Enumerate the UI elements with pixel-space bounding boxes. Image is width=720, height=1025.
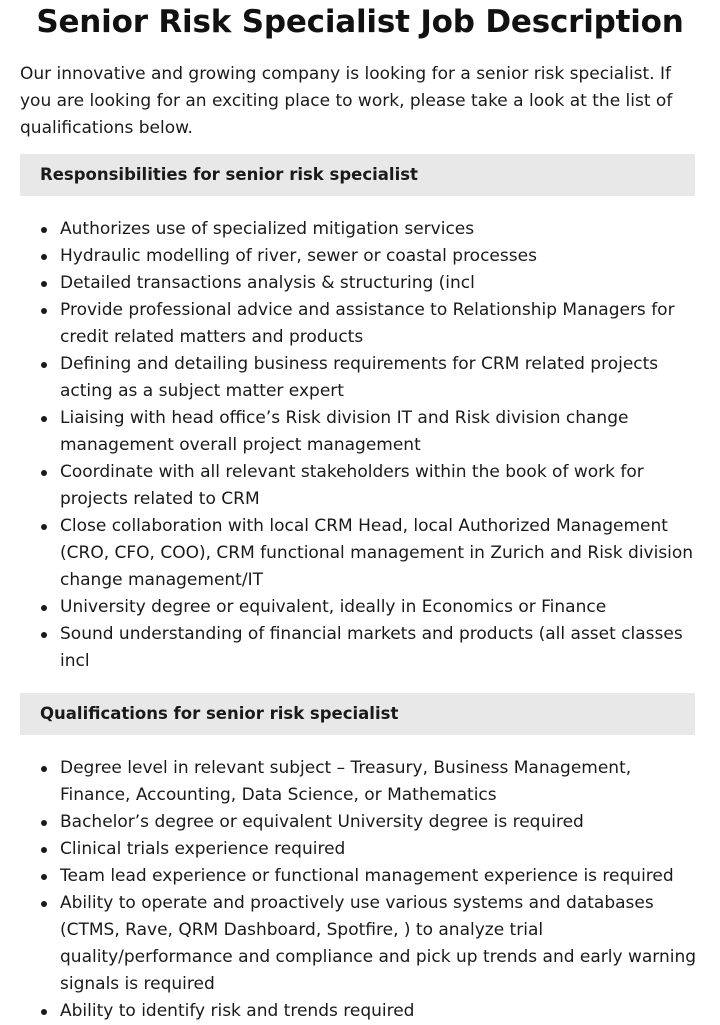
qualifications-heading: Qualifications for senior risk specialist <box>20 693 695 735</box>
list-item <box>60 621 700 675</box>
list-item <box>60 270 700 297</box>
intro-paragraph: Our innovative and growing company is looking for a senior risk specialist. If you are looking for an exciting place to work, please take a look at the list of qualifications below. <box>20 64 673 138</box>
bullet-icon <box>41 470 47 476</box>
list-item <box>60 890 700 998</box>
bullet-icon <box>41 901 47 907</box>
list-item-text: Hydraulic modelling of river, sewer or coastal processes <box>60 246 537 266</box>
list-item-text: Detailed transactions analysis & structuring (incl <box>60 273 475 293</box>
bullet-icon <box>41 524 47 530</box>
bullet-icon <box>41 362 47 368</box>
bullet-icon <box>41 254 47 260</box>
list-item <box>60 755 700 809</box>
list-item <box>60 243 700 270</box>
bullet-icon <box>41 632 47 638</box>
list-item-text: Team lead experience or functional management experience is required <box>60 866 674 886</box>
bullet-icon <box>41 847 47 853</box>
list-item <box>60 216 700 243</box>
bullet-icon <box>41 874 47 880</box>
bullet-icon <box>41 766 47 772</box>
bullet-icon <box>41 227 47 233</box>
bullet-icon <box>41 1009 47 1015</box>
list-item <box>60 594 700 621</box>
list-item-text: Ability to operate and proactively use various systems and databases (CTMS, Rave, QRM Dashboard, Spotfire, ) to analyze trial quality/performance and compliance and pick up trends and early warning signals is required <box>60 893 697 994</box>
list-item <box>60 297 700 351</box>
list-item-text: Authorizes use of specialized mitigation services <box>60 219 475 239</box>
list-item-text: Close collaboration with local CRM Head, local Authorized Management (CRO, CFO, COO), CRM functional management in Zurich and Risk division change management/IT <box>60 516 694 590</box>
responsibilities-list <box>0 216 700 675</box>
list-item <box>60 459 700 513</box>
list-item-text: Bachelor’s degree or equivalent University degree is required <box>60 812 584 832</box>
list-item-text: Degree level in relevant subject – Treasury, Business Management, Finance, Accounting, Data Science, or Mathematics <box>60 758 632 805</box>
responsibilities-heading: Responsibilities for senior risk specialist <box>20 154 695 196</box>
list-item <box>60 998 700 1025</box>
qualifications-list <box>0 755 700 1025</box>
list-item-text: Coordinate with all relevant stakeholders within the book of work for projects related to CRM <box>60 462 644 509</box>
list-item <box>60 809 700 836</box>
list-item-text: University degree or equivalent, ideally in Economics or Finance <box>60 597 607 617</box>
page-title: Senior Risk Specialist Job Description <box>36 4 684 40</box>
list-item <box>60 836 700 863</box>
list-item <box>60 405 700 459</box>
list-item-text: Clinical trials experience required <box>60 839 346 859</box>
list-item <box>60 863 700 890</box>
list-item-text: Liaising with head office’s Risk division IT and Risk division change management overall project management <box>60 408 629 455</box>
list-item <box>60 351 700 405</box>
bullet-icon <box>41 605 47 611</box>
bullet-icon <box>41 416 47 422</box>
bullet-icon <box>41 308 47 314</box>
bullet-icon <box>41 281 47 287</box>
list-item-text: Defining and detailing business requirements for CRM related projects acting as a subject matter expert <box>60 354 659 401</box>
list-item-text: Provide professional advice and assistance to Relationship Managers for credit related matters and products <box>60 300 675 347</box>
list-item <box>60 513 700 594</box>
bullet-icon <box>41 820 47 826</box>
list-item-text: Sound understanding of financial markets and products (all asset classes incl <box>60 624 683 671</box>
list-item-text: Ability to identify risk and trends required <box>60 1001 415 1021</box>
